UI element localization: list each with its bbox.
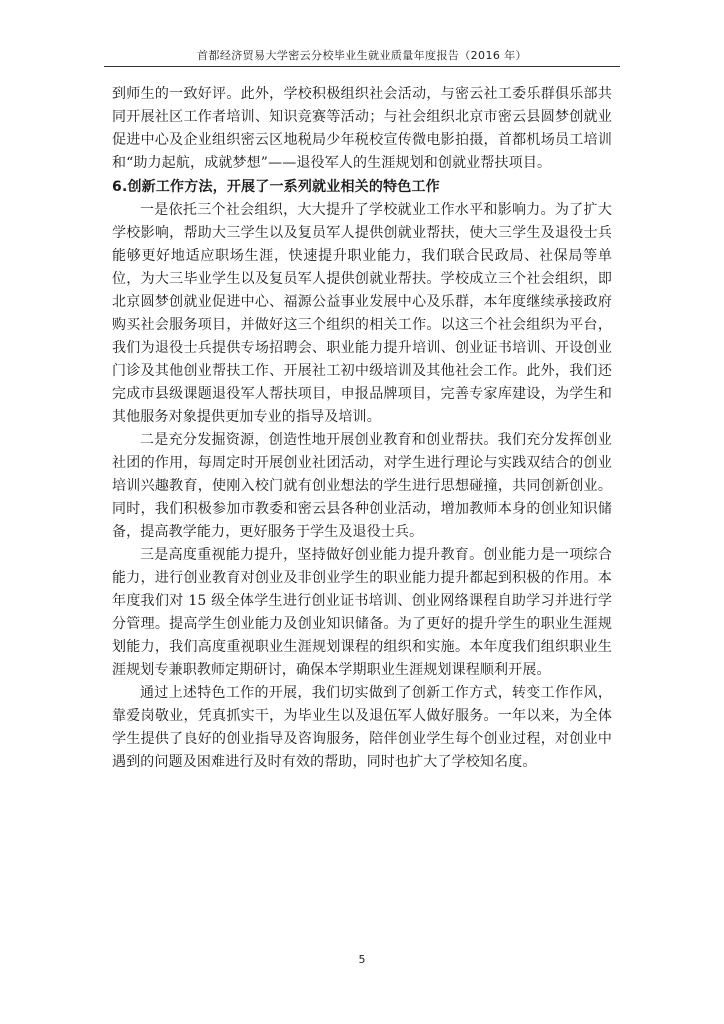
header-divider [104, 66, 620, 67]
page-body [112, 83, 612, 774]
body-paragraph-1: 一是依托三个社会组织，大大提升了学校就业工作水平和影响力。为了扩大学校影响，帮助大三学生以及复员军人提供创就业帮扶，使大三学生及退役士兵能够更好地适应职场生涯，快速提升职业能力，我们联合民政局、社保局等单位，为大三毕业学生以及复员军人提供创就业帮扶。学校成立三个社会组织，即北京圆梦创就业促进中心、福源公益事业发展中心及乐群，本年度继续承接政府购买社会服务项目，并做好这三个组织的相关工作。以这三个社会组织为平台，我们为退役士兵提供专场招聘会、职业能力提升培训、创业证书培训、开设创业门诊及其他创业帮扶工作、开展社工初中级培训及其他社会工作。此外，我们还完成市县级课题退役军人帮扶项目，申报品牌项目，完善专家库建设，为学生和其他服务对象提供更加专业的指导及培训。 [112, 202, 612, 425]
body-paragraph-2: 二是充分发掘资源，创造性地开展创业教育和创业帮扶。我们充分发挥创业社团的作用，每周定时开展创业社团活动，对学生进行理论与实践双结合的创业培训兴趣教育，使刚入校门就有创业想法的学生进行思想碰撞，共同创新创业。同时，我们积极参加市教委和密云县各种创业活动，增加教师本身的创业知识储备，提高教学能力，更好服务于学生及退役士兵。 [112, 432, 612, 540]
page-number: 5 [358, 953, 366, 966]
body-paragraph-3: 三是高度重视能力提升，坚持做好创业能力提升教育。创业能力是一项综合能力，进行创业教育对创业及非创业学生的职业能力提升都起到积极的作用。本年度我们对 15 级全体学生进行创业证书培训、创业网络课程自助学习并进行学分管理。提高学生创业能力及创业知识储备。为了更好的提升学生的职业生涯规划能力，我们高度重视职业生涯规划课程的组织和实施。本年度我们组织职业生涯规划专兼职教师定期研讨，确保本学期职业生涯规划课程顺利开展。 [112, 547, 612, 678]
body-paragraph-4: 通过上述特色工作的开展，我们切实做到了创新工作方式，转变工作作风，靠爱岗敬业，凭真抓实干，为毕业生以及退伍军人做好服务。一年以来，为全体学生提供了良好的创业指导及咨询服务，陪伴创业学生每个创业过程，对创业中遇到的问题及困难进行及时有效的帮助，同时也扩大了学校知名度。 [112, 685, 612, 770]
running-header-title: 首都经济贸易大学密云分校毕业生就业质量年度报告（2016 年） [197, 49, 527, 62]
intro-paragraph: 到师生的一致好评。此外，学校积极组织社会活动，与密云社工委乐群俱乐部共同开展社区工作者培训、知识竞赛等活动；与社会组织北京市密云县圆梦创就业促进中心及企业组织密云区地税局少年税校宣传微电影拍摄，首都机场员工培训和“助力起航，成就梦想”——退役军人的生涯规划和创就业帮扶项目。 [112, 86, 612, 171]
section-heading: 6.创新工作方法，开展了一系列就业相关的特色工作 [112, 179, 440, 195]
